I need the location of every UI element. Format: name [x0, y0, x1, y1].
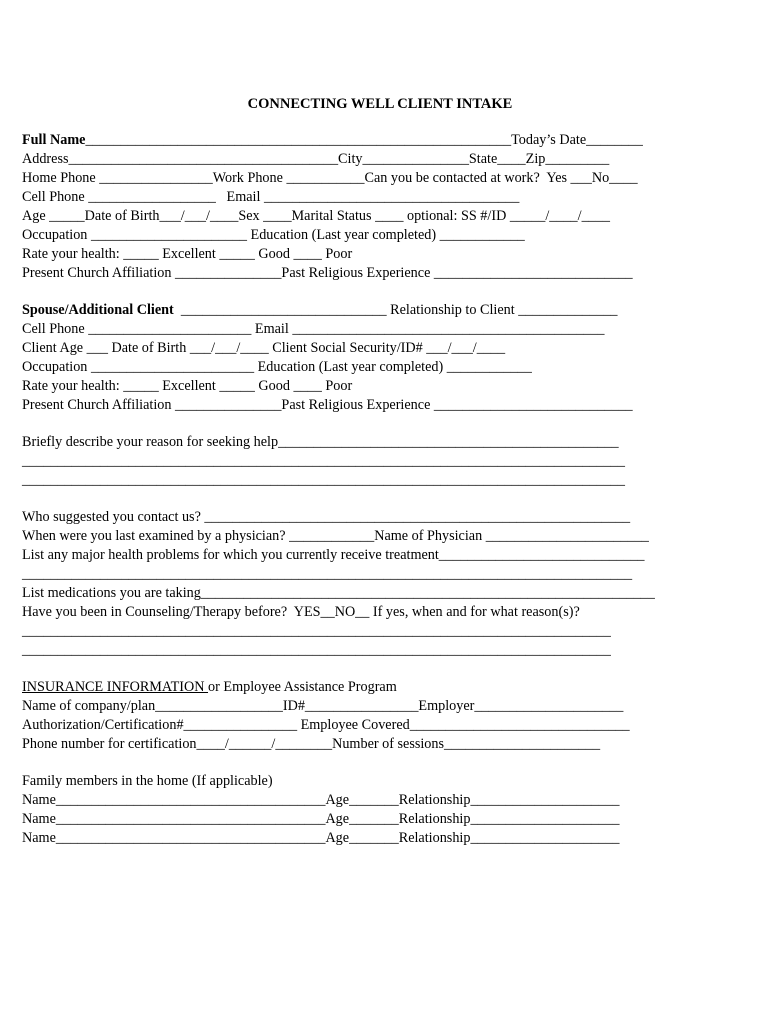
form-body: [22, 131, 762, 848]
section-gap: [22, 283, 762, 301]
full-name-line[interactable]: [22, 131, 762, 150]
full-name-field[interactable]: ____________________________________________________________Today’s Date________: [85, 132, 643, 148]
counseling-blank-line[interactable]: ___________________________________________________________________________________: [22, 623, 611, 639]
full-name-label: Full Name: [22, 132, 86, 148]
spouse-church-line[interactable]: Present Church Affiliation _______________Past Religious Experience ____________________________: [22, 397, 633, 413]
medications-line[interactable]: List medications you are taking________________________________________________________________: [22, 585, 655, 601]
spouse-health-line[interactable]: Rate your health: _____ Excellent _____ Good ____ Poor: [22, 378, 353, 394]
suggested-line[interactable]: Who suggested you contact us? ____________________________________________________________: [22, 509, 631, 525]
counseling-line[interactable]: Have you been in Counseling/Therapy before? YES__NO__ If yes, when and for what reason(s)?: [22, 604, 580, 620]
health-problems-line[interactable]: List any major health problems for which you currently receive treatment_____________________________: [22, 547, 645, 563]
family-member-row[interactable]: Name______________________________________Age_______Relationship_____________________: [22, 830, 620, 846]
spouse-cell-phone-line[interactable]: Cell Phone _______________________ Email ____________________________________________: [22, 321, 605, 337]
company-plan-line[interactable]: Name of company/plan__________________ID#________________Employer_____________________: [22, 698, 624, 714]
insurance-heading-underlined: INSURANCE INFORMATION: [22, 679, 209, 695]
family-member-row[interactable]: Name______________________________________Age_______Relationship_____________________: [22, 811, 620, 827]
certification-phone-line[interactable]: Phone number for certification____/______/________Number of sessions______________________: [22, 736, 601, 752]
spouse-name-line[interactable]: [22, 301, 762, 320]
cell-phone-line[interactable]: Cell Phone __________________ Email ____________________________________: [22, 189, 520, 205]
family-member-row[interactable]: Name______________________________________Age_______Relationship_____________________: [22, 792, 620, 808]
examined-line[interactable]: When were you last examined by a physician? ____________Name of Physician _______________________: [22, 528, 649, 544]
section-gap: [22, 415, 762, 433]
church-line[interactable]: Present Church Affiliation _______________Past Religious Experience ____________________________: [22, 265, 633, 281]
home-phone-line[interactable]: Home Phone ________________Work Phone ___________Can you be contacted at work? Yes ___No____: [22, 170, 638, 186]
spouse-occupation-line[interactable]: Occupation _______________________ Education (Last year completed) ____________: [22, 359, 532, 375]
reason-blank-line[interactable]: _____________________________________________________________________________________: [22, 453, 625, 469]
health-problems-blank-line[interactable]: ______________________________________________________________________________________: [22, 566, 633, 582]
spouse-label: Spouse/Additional Client: [22, 302, 174, 318]
health-line[interactable]: Rate your health: _____ Excellent _____ Good ____ Poor: [22, 246, 353, 262]
section-gap: [22, 660, 762, 678]
counseling-blank-line[interactable]: ___________________________________________________________________________________: [22, 642, 611, 658]
reason-prompt-line[interactable]: Briefly describe your reason for seeking help________________________________________________: [22, 434, 619, 450]
authorization-line[interactable]: Authorization/Certification#________________ Employee Covered_______________________________: [22, 717, 630, 733]
spouse-name-field[interactable]: _____________________________ Relationship to Client ______________: [173, 302, 618, 318]
form-title: CONNECTING WELL CLIENT INTAKE: [247, 96, 513, 112]
insurance-heading-rest: or Employee Assistance Program: [208, 679, 397, 695]
section-gap: [22, 490, 762, 508]
occupation-line[interactable]: Occupation ______________________ Education (Last year completed) ____________: [22, 227, 525, 243]
family-heading: Family members in the home (If applicable): [22, 773, 273, 789]
spouse-age-line[interactable]: Client Age ___ Date of Birth ___/___/____ Client Social Security/ID# ___/___/____: [22, 340, 506, 356]
age-line[interactable]: Age _____Date of Birth___/___/____Sex ____Marital Status ____ optional: SS #/ID _____/____/____: [22, 208, 610, 224]
reason-blank-line[interactable]: _____________________________________________________________________________________: [22, 472, 625, 488]
address-line[interactable]: Address______________________________________City_______________State____Zip_________: [22, 151, 610, 167]
section-gap: [22, 754, 762, 772]
insurance-heading: [22, 678, 762, 697]
